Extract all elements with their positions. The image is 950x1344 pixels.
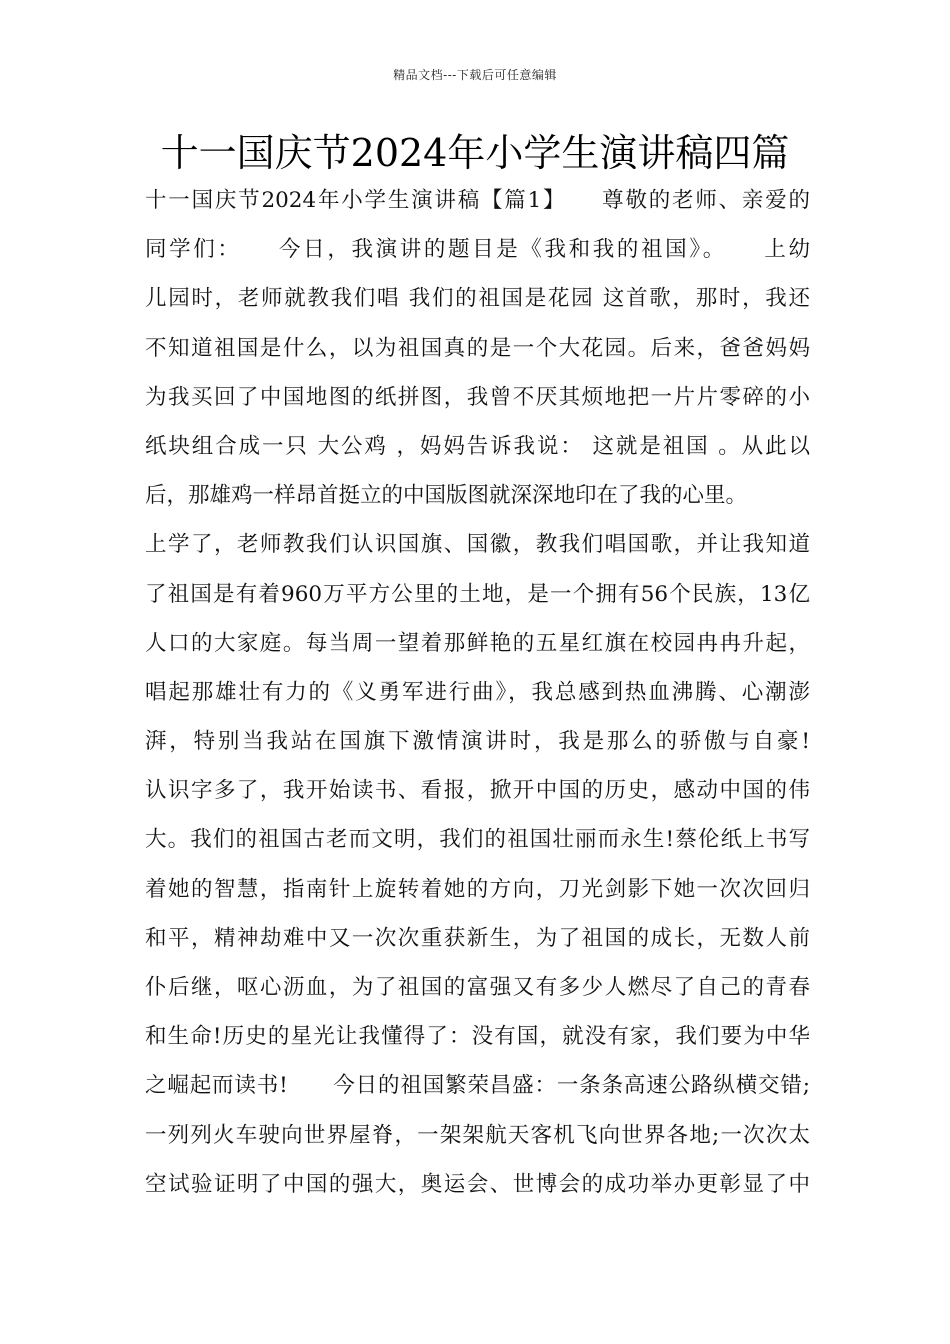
document-title: 十一国庆节2024年小学生演讲稿四篇 <box>160 131 790 175</box>
text-line: 为我买回了中国地图的纸拼图，我曾不厌其烦地把一片片零碎的小 <box>145 384 810 410</box>
text-line: 大。我们的祖国古老而文明，我们的祖国壮丽而永生!蔡伦纸上书写 <box>145 827 810 853</box>
text-line: 仆后继，呕心沥血，为了祖国的富强又有多少人燃尽了自己的青春 <box>145 975 810 1000</box>
text-line: 湃，特别当我站在国旗下激情演讲时，我是那么的骄傲与自豪! <box>145 729 810 755</box>
text-line: 纸块组合成一只 大公鸡 ，妈妈告诉我说： 这就是祖国 。从此以 <box>145 433 810 459</box>
text-line: 不知道祖国是什么，以为祖国真的是一个大花园。后来，爸爸妈妈 <box>145 335 810 361</box>
header-note: 精品文档---下载后可任意编辑 <box>393 68 557 82</box>
text-line: 唱起那雄壮有力的《义勇军进行曲》，我总感到热血沸腾、心潮澎 <box>145 679 810 705</box>
text-line: 和生命!历史的星光让我懂得了：没有国，就没有家，我们要为中华 <box>145 1024 810 1050</box>
text-line: 十一国庆节2024年小学生演讲稿【篇1】 尊敬的老师、亲爱的 <box>145 188 810 213</box>
text-line: 空试验证明了中国的强大，奥运会、世博会的成功举办更彰显了中 <box>145 1171 810 1197</box>
text-line: 之崛起而读书! 今日的祖国繁荣昌盛：一条条高速公路纵横交错; <box>145 1073 810 1099</box>
body-text <box>145 176 810 1209</box>
text-line: 和平，精神劫难中又一次次重获新生，为了祖国的成长，无数人前 <box>145 925 810 951</box>
text-line: 认识字多了，我开始读书、看报，掀开中国的历史，感动中国的伟 <box>145 778 810 804</box>
text-line: 了祖国是有着960万平方公里的土地，是一个拥有56个民族，13亿 <box>145 581 810 607</box>
text-line: 上学了，老师教我们认识国旗、国徽，教我们唱国歌，并让我知道 <box>145 532 810 558</box>
text-line: 着她的智慧，指南针上旋转着她的方向，刀光剑影下她一次次回归 <box>145 876 810 902</box>
text-line: 儿园时，老师就教我们唱 我们的祖国是花园 这首歌，那时，我还 <box>145 286 810 312</box>
text-line: 一列列火车驶向世界屋脊，一架架航天客机飞向世界各地;一次次太 <box>145 1122 810 1148</box>
text-line: 后，那雄鸡一样昂首挺立的中国版图就深深地印在了我的心里。 <box>145 483 748 509</box>
text-line: 人口的大家庭。每当周一望着那鲜艳的五星红旗在校园冉冉升起， <box>145 630 810 656</box>
text-line: 同学们： 今日，我演讲的题目是《我和我的祖国》。 上幼 <box>145 237 810 263</box>
